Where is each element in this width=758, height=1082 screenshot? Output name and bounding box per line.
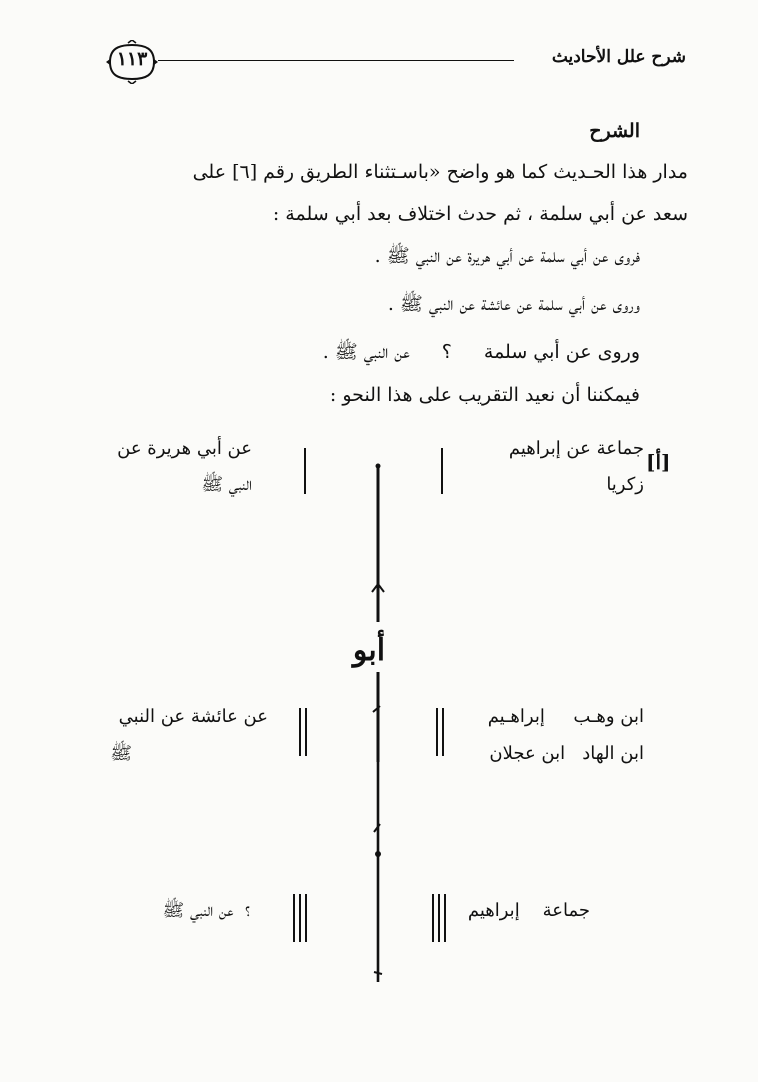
separator-bar xyxy=(442,708,444,756)
page-number: ١١٣ xyxy=(116,48,148,70)
diagram-label: [أ] xyxy=(646,450,671,474)
paragraph-4: وروى عن أبي سلمة عن عائشة عن النبي ﷺ . xyxy=(387,293,640,315)
row2-left-separator xyxy=(299,708,307,756)
paragraph-5-part-1: وروى عن أبي سلمة xyxy=(483,341,640,363)
separator-bar xyxy=(441,448,443,494)
paragraph-5 xyxy=(323,340,640,368)
row1-left-line1: عن أبي هريرة عن xyxy=(117,438,252,459)
row1-left-line2: النبي ﷺ xyxy=(201,474,252,495)
isnad-spine xyxy=(368,462,388,982)
paragraph-2: سعد عن أبي سلمة ، ثم حدث اختلاف بعد أبي سلمة : xyxy=(272,203,688,225)
row2-left-line1: عن عائشة عن النبي xyxy=(118,706,268,727)
paragraph-5-part-2: عن النبي ﷺ . xyxy=(322,341,410,363)
row1-right-line2: زكريا xyxy=(606,474,644,495)
separator-bar xyxy=(438,894,440,942)
paragraph-1: مدار هذا الحـديث كما هو واضح «باسـتثناء الطريق رقم [٦] على xyxy=(192,161,688,183)
spine-name: أبو xyxy=(352,633,386,668)
row2-right-separator xyxy=(436,708,444,756)
running-title: شرح علل الأحاديث xyxy=(551,47,686,67)
separator-bar xyxy=(299,708,301,756)
paragraph-5-question-mark: ؟ xyxy=(441,341,452,363)
row1-right-line1: جماعة عن إبراهيم xyxy=(508,438,644,459)
row2-right-line2: ابن الهاد ابن عجلان xyxy=(489,743,644,764)
row1-right-separator xyxy=(441,448,443,494)
row3-left-line1: ؟ عن النبي ﷺ xyxy=(162,900,250,921)
row3-right-line1: جماعة إبراهيم xyxy=(467,900,590,921)
separator-bar xyxy=(293,894,295,942)
row2-left-line2: ﷺ xyxy=(110,743,132,764)
section-heading: الشرح xyxy=(589,120,640,142)
separator-bar xyxy=(299,894,301,942)
separator-bar xyxy=(436,708,438,756)
paragraph-3: فروى عن أبي سلمة عن أبي هريرة عن النبي ﷺ . xyxy=(374,245,640,267)
separator-bar xyxy=(432,894,434,942)
row3-right-separator xyxy=(432,894,446,942)
paragraph-6: فيمكننا أن نعيد التقريب على هذا النحو : xyxy=(329,384,640,406)
header-rule xyxy=(158,60,514,61)
row1-left-separator xyxy=(304,448,306,494)
separator-bar xyxy=(444,894,446,942)
row2-right-line1: ابن وهـب إبراهـيم xyxy=(487,706,644,727)
separator-bar xyxy=(305,894,307,942)
row3-left-separator xyxy=(293,894,307,942)
separator-bar xyxy=(304,448,306,494)
separator-bar xyxy=(305,708,307,756)
